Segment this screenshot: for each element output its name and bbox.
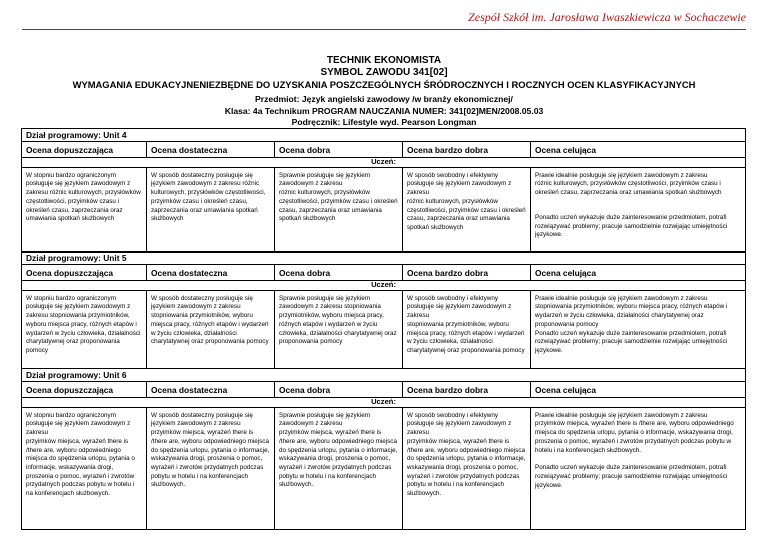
requirement-cell: W stopniu bardzo ograniczonym posługuje się językiem zawodowym z zakresu różnic kulturowych, przysłówków częstotliwości, przyimków czasu i określeń czasu, zaprzeczania oraz umawiania spotkań służbowych — [22, 167, 147, 252]
requirement-cell: W sposób dostateczny posługuje się językiem zawodowym z zakresu przyimków miejsca, wyrażeń there is /there are, wyboru odpowiedniego miejsca do spędzenia urlopu, pytania o informacje, wskazywania drogi, proszenia o pomoc, wyrażeń i zwrotów przydatnych podczas pobytu w hotelu i na konferencjach służbowych. — [147, 407, 275, 529]
col-header-dopuszczajaca: Ocena dopuszczająca — [22, 265, 147, 281]
col-header-dobra: Ocena dobra — [275, 265, 403, 281]
extra-note: Ponadto uczeń wykazuje duże zainteresowanie przedmiotem, potrafi rozwiązywać problemy; pracuje samodzielnie rozwijając umiejętności językowe. — [535, 213, 728, 239]
requirement-cell: Sprawnie posługuje się językiem zawodowym z zakresu stopniowania przymiotników, wyboru miejsca pracy, różnych etapów i wydarzeń w życiu człowieka, działalności charytatywnej oraz proponowania pomocy — [275, 290, 403, 368]
requirement-cell: Prawie idealnie posługuje się językiem zawodowym z zakresu stopniowania przymiotników, wyboru miejsca pracy, różnych etapów i wydarzeń w życiu człowieka, działalności charytatywnej oraz proponowania pomocy Ponadto uczeń wykazuje duże zainteresowanie przedmiotem, potrafi rozwiązywać problemy; pracuje samodzielnie rozwijając umiejętności językowe. — [531, 290, 746, 368]
requirement-cell: W sposób dostateczny posługuje się językiem zawodowym z zakresu stopniowania przymiotników, wyboru miejsca pracy, różnych etapów i wydarzeń w życiu człowieka, działalności charytatywnej oraz proponowania pomocy — [147, 290, 275, 368]
col-header-dobra: Ocena dobra — [275, 382, 403, 398]
col-header-celujaca: Ocena celująca — [531, 382, 746, 398]
school-name: Zespół Szkół im. Jarosława Iwaszkiewicza w Sochaczewie — [468, 10, 746, 24]
col-header-dostateczna: Ocena dostateczna — [147, 265, 275, 281]
profession-title: TECHNIK EKONOMISTA — [326, 55, 442, 66]
col-header-celujaca: Ocena celująca — [531, 142, 746, 158]
extra-note: Ponadto uczeń wykazuje duże zainteresowanie przedmiotem, potrafi rozwiązywać problemy; pracuje samodzielnie rozwijając umiejętności językowe. — [535, 464, 728, 489]
requirement-cell: W sposób swobodny i efektywny posługuje się językiem zawodowym z zakresu przyimków miejsca, wyrażeń there is /there are, wyboru odpowiedniego miejsca do spędzenia urlopu, pytania o informacje, wskazywania drogi, proszenia o pomoc, wyrażeń i zwrotów przydatnych podczas pobytu w hotelu i na konferencjach służbowych. — [403, 407, 531, 529]
requirement-cell: W stopniu bardzo ograniczonym posługuje się językiem zawodowym z zakresu stopniowania przymiotników, wyboru miejsca pracy, różnych etapów i wydarzeń w życiu człowieka, działalności charytatywnej oraz proponowania pomocy — [22, 290, 147, 368]
requirement-cell: W stopniu bardzo ograniczonym posługuje się językiem zawodowym z zakresu przyimków miejsca, wyrażeń there is /there are, wyboru odpowiedniego miejsca do spędzenia urlopu, pytania o informacje, wskazywania drogi, proszenia o pomoc, wyrażeń i zwrotów przydatnych podczas pobytu w hotelu i na konferencjach służbowych. — [22, 407, 147, 529]
col-header-celujaca: Ocena celująca — [531, 265, 746, 281]
requirement-cell: Sprawnie posługuje się językiem zawodowym z zakresu przyimków miejsca, wyrażeń there is /there are, wyboru odpowiedniego miejsca do spędzenia urlopu, pytania o informacje, wskazywania drogi, proszenia o pomoc, wyrażeń i zwrotów przydatnych podczas pobytu w hotelu i na konferencjach służbowych. — [275, 407, 403, 529]
requirement-cell: Prawie idealnie posługuje się językiem zawodowym z zakresu przyimków miejsca, wyrażeń there is /there are, wyboru odpowiedniego miejsca do spędzenia urlopu, pytania o informacje, wskazywania drogi, proszenia o pomoc, wyrażeń i zwrotów przydatnych podczas pobytu w hotelu i na konferencjach służbowych. Ponadto uczeń wykazuje duże zainteresowanie przedmiotem, potrafi rozwiązywać problemy; pracuje samodzielnie rozwijając umiejętności językowe. — [531, 407, 746, 529]
unit-title: Dział programowy: Unit 4 — [22, 129, 746, 142]
unit-5-table — [21, 251, 746, 369]
unit-title: Dział programowy: Unit 5 — [22, 252, 746, 265]
col-header-dopuszczajaca: Ocena dopuszczająca — [22, 142, 147, 158]
header-divider — [22, 29, 746, 30]
col-header-dostateczna: Ocena dostateczna — [147, 382, 275, 398]
col-header-bardzo-dobra: Ocena bardzo dobra — [403, 382, 531, 398]
unit-4-table — [21, 128, 746, 253]
col-header-dobra: Ocena dobra — [275, 142, 403, 158]
requirement-cell: W sposób dostateczny posługuje się językiem zawodowym z zakresu różnic kulturowych, przysłówków częstotliwości, przyimków czasu i określeń czasu, zaprzeczania oraz umawiania spotkań służbowych — [147, 167, 275, 252]
requirement-cell: Prawie idealnie posługuje się językiem zawodowym z zakresu różnic kulturowych, przysłówków częstotliwości, przyimków czasu i określeń czasu, zaprzeczania oraz umawiania spotkań służbowych Ponadto uczeń wykazuje duże zainteresowanie przedmiotem, potrafi rozwiązywać problemy; pracuje samodzielnie rozwijając umiejętności językowe. — [531, 167, 746, 252]
profession-symbol: SYMBOL ZAWODU 341[02] — [320, 67, 448, 78]
requirements-title: WYMAGANIA EDUKACYJNENIEZBĘDNE DO UZYSKANIA POSZCZEGÓLNYCH ŚRÓDROCZNYCH I ROCZNYCH OCEN KLASYFIKACYJNYCH — [72, 79, 696, 90]
col-header-bardzo-dobra: Ocena bardzo dobra — [403, 265, 531, 281]
uczen-label: Uczeń: — [22, 281, 746, 291]
class-line: Klasa: 4a Technikum PROGRAM NAUCZANIA NUMER: 341[02]MEN/2008.05.03 — [224, 106, 544, 116]
unit-6-table — [21, 368, 746, 530]
subject-line: Przedmiot: Język angielski zawodowy /w branży ekonomicznej/ — [255, 94, 513, 104]
col-header-dostateczna: Ocena dostateczna — [147, 142, 275, 158]
col-header-dopuszczajaca: Ocena dopuszczająca — [22, 382, 147, 398]
textbook-line: Podręcznik: Lifestyle wyd. Pearson Longman — [291, 117, 477, 127]
col-header-bardzo-dobra: Ocena bardzo dobra — [403, 142, 531, 158]
requirement-cell: W sposób swobodny i efektywny posługuje się językiem zawodowym z zakresu różnic kulturowych, przysłówków częstotliwości, przyimków czasu i określeń czasu, zaprzeczania oraz umawiania spotkań służbowych — [403, 167, 531, 252]
requirement-cell: W sposób swobodny i efektywny posługuje się językiem zawodowym z zakresu stopniowania przymiotników, wyboru miejsca pracy, różnych etapów i wydarzeń w życiu człowieka, działalności charytatywnej oraz proponowania pomocy — [403, 290, 531, 368]
requirement-cell: Sprawnie posługuje się językiem zawodowym z zakresu różnic kulturowych, przysłówków częstotliwości, przyimków czasu i określeń czasu, zaprzeczania oraz umawiania spotkań służbowych — [275, 167, 403, 252]
uczen-label: Uczeń: — [22, 398, 746, 408]
uczen-label: Uczeń: — [22, 158, 746, 168]
unit-title: Dział programowy: Unit 6 — [22, 369, 746, 382]
